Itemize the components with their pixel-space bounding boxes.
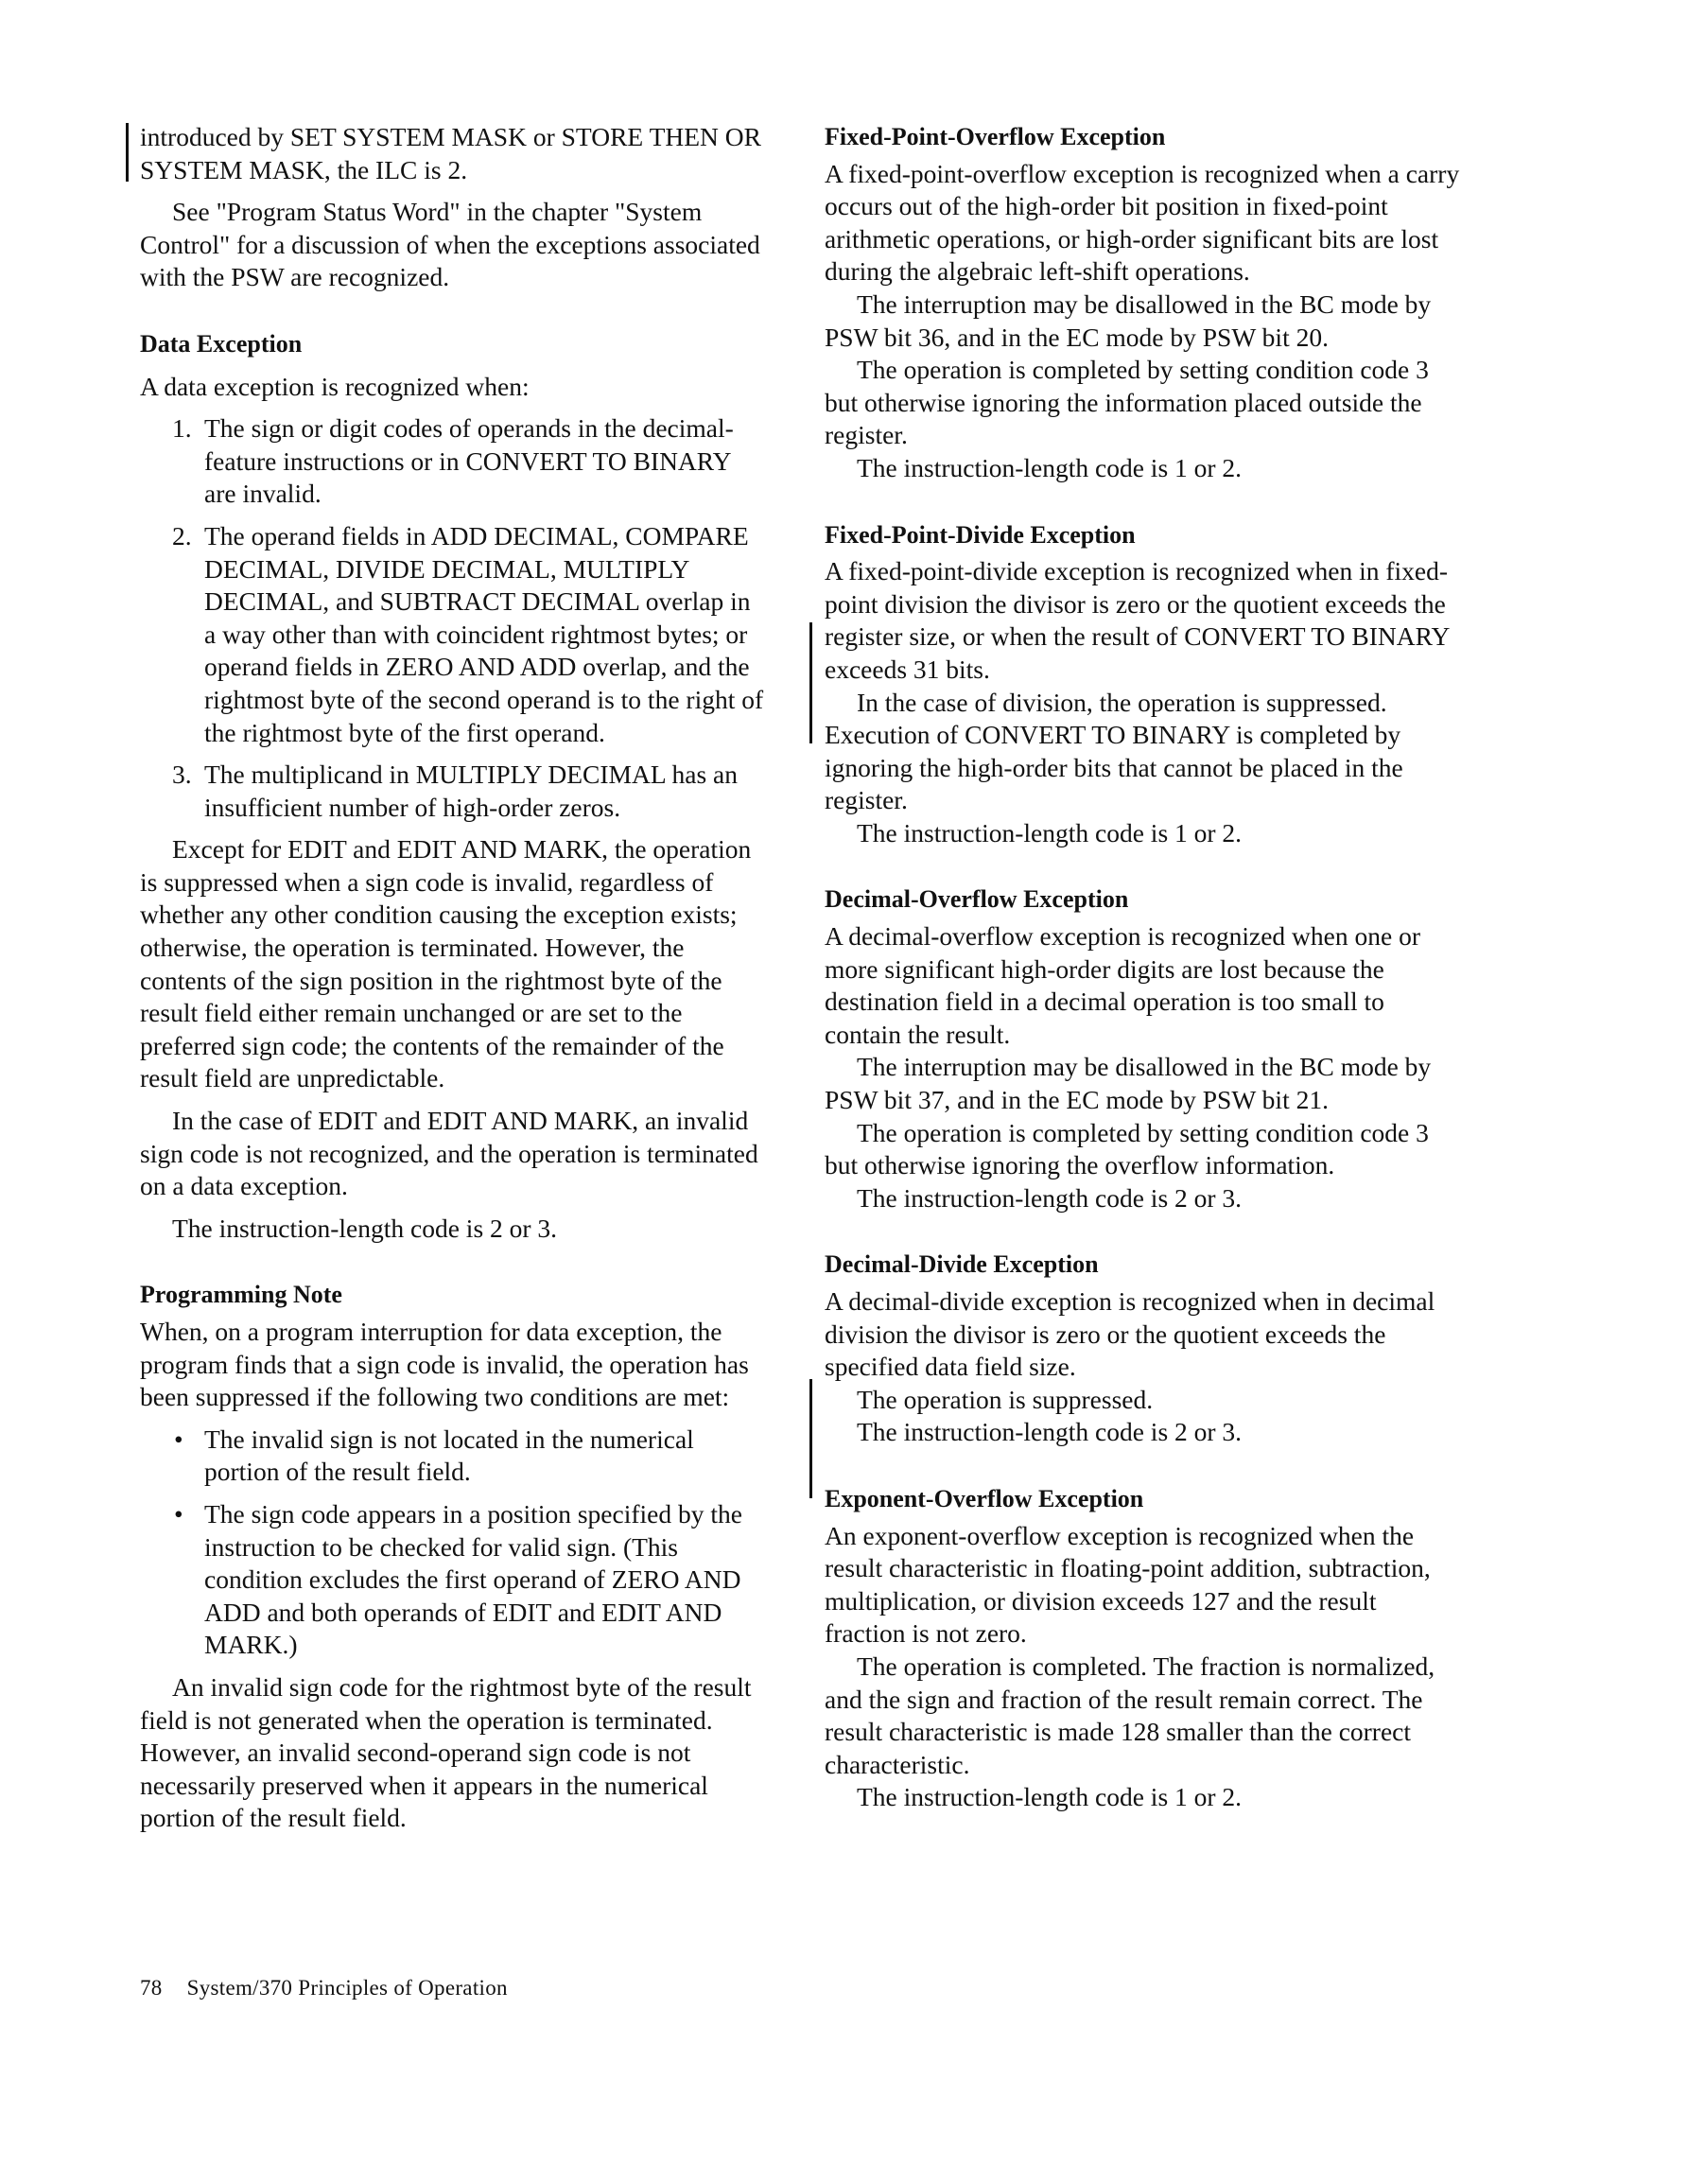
list-item [140,412,764,511]
page-number: 78 [140,1976,163,2000]
exponent-overflow-heading: Exponent-Overflow Exception [825,1484,1144,1512]
list-item-text: The sign or digit codes of operands in the decimal-feature instructions or in CONVERT TO BINARY are invalid. [204,413,734,509]
list-item [140,520,764,749]
fixed-point-divide-p1: A fixed-point-divide exception is recognized when in fixed-point division the divisor is zero or the quotient exceeds the register size, or when the result of CONVERT TO BINARY exceeds 31 bits. [825,556,1450,684]
list-item-text: The multiplicand in MULTIPLY DECIMAL has an insufficient number of high-order zeros. [204,760,738,822]
exponent-overflow-ilc: The instruction-length code is 1 or 2. [857,1782,1243,1812]
list-item-number: 1. [172,413,192,444]
left-column [140,121,764,1835]
fixed-point-overflow-p3: The operation is completed by setting condition code 3 but otherwise ignoring the information placed outside the register. [825,355,1429,450]
bullet-text: The invalid sign is not located in the numerical portion of the result field. [204,1424,694,1487]
data-exception-lead: A data exception is recognized when: [140,371,530,401]
decimal-overflow-ilc: The instruction-length code is 2 or 3. [857,1182,1243,1213]
fixed-point-overflow-heading: Fixed-Point-Overflow Exception [825,123,1166,150]
bullet-item [140,1498,764,1662]
exponent-overflow-p2: The operation is completed. The fraction is normalized, and the sign and fraction of the result remain correct. The result characteristic is made 128 smaller than the correct characteristic. [825,1651,1435,1779]
fixed-point-overflow-ilc: The instruction-length code is 1 or 2. [857,452,1243,482]
decimal-overflow-heading: Decimal-Overflow Exception [825,885,1129,914]
data-exception-paragraph-1: Except for EDIT and EDIT AND MARK, the operation is suppressed when a sign code is invalid, regardless of whether any other condition causing the exception exists; otherwise, the operation is terminated. However, the contents of the sign position in the rightmost byte of the result field either remain unchanged or are set to the preferred sign code; the contents of the remainder of the result field are unpredictable. [140,834,752,1093]
page-footer [140,1976,508,2001]
revision-bar-fixed-point-divide [809,622,812,743]
bullet-item [140,1424,764,1489]
data-exception-paragraph-2: In the case of EDIT and EDIT AND MARK, an invalid sign code is not recognized, and the operation is terminated on a data exception. [140,1106,758,1201]
intro-see-paragraph: See "Program Status Word" in the chapter "System Control" for a discussion of when the exceptions associated with the PSW are recognized. [140,197,760,292]
fixed-point-overflow-p2: The interruption may be disallowed in the BC mode by PSW bit 36, and in the EC mode by PSW bit 20. [825,288,1432,352]
revision-bar-decimal-divide [809,1379,812,1498]
fixed-point-divide-ilc: The instruction-length code is 1 or 2. [857,817,1243,847]
list-item-number: 2. [172,520,192,550]
programming-note-closing: An invalid sign code for the rightmost byte of the result field is not generated when the operation is terminated. However, an invalid second-operand sign code is not necessarily preserved when it appears in the numerical portion of the result field. [140,1671,752,1833]
decimal-overflow-p3: The operation is completed by setting condition code 3 but otherwise ignoring the overflow information. [825,1117,1429,1180]
decimal-overflow-p1: A decimal-overflow exception is recognized when one or more significant high-order digits are lost because the destination field in a decimal operation is too small to contain the result. [825,921,1420,1049]
bullet-text: The sign code appears in a position specified by the instruction to be checked for valid sign. (This condition excludes the first operand of ZERO AND ADD and both operands of EDIT and EDIT AND MARK.) [204,1498,742,1660]
decimal-divide-p2: The operation is suppressed. [857,1384,1154,1414]
list-item-text: The operand fields in ADD DECIMAL, COMPARE DECIMAL, DIVIDE DECIMAL, MULTIPLY DECIMAL, and SUBTRACT DECIMAL overlap in a way other than with coincident rightmost bytes; or operand fields in ZERO AND ADD overlap, and the rightmost byte of the second operand is to the right of the rightmost byte of the first operand. [204,520,764,747]
decimal-overflow-p2: The interruption may be disallowed in the BC mode by PSW bit 37, and in the EC mode by PSW bit 21. [825,1052,1432,1115]
data-exception-ilc: The instruction-length code is 2 or 3. [172,1213,558,1243]
programming-note-lead: When, on a program interruption for data exception, the program finds that a sign code is invalid, the operation has been suppressed if the following two conditions are met: [140,1317,749,1412]
bullet-mark: • [174,1424,183,1454]
data-exception-heading: Data Exception [140,329,303,358]
fixed-point-divide-heading: Fixed-Point-Divide Exception [825,520,1136,549]
list-item-number: 3. [172,760,192,790]
intro-continuation: introduced by SET SYSTEM MASK or STORE THEN OR SYSTEM MASK, the ILC is 2. [140,122,761,184]
fixed-point-divide-p2: In the case of division, the operation is suppressed. Execution of CONVERT TO BINARY is completed by ignoring the high-order bits that cannot be placed in the register. [825,687,1403,815]
list-item [140,759,764,824]
decimal-divide-p1: A decimal-divide exception is recognized when in decimal division the divisor is zero or the quotient exceeds the specified data field size. [825,1286,1435,1382]
exponent-overflow-p1: An exponent-overflow exception is recognized when the result characteristic in floating-point addition, subtraction, multiplication, or division exceeds 127 and the result fraction is not zero. [825,1520,1431,1649]
publication-title: System/370 Principles of Operation [186,1976,508,2000]
decimal-divide-heading: Decimal-Divide Exception [825,1250,1099,1279]
bullet-mark: • [174,1498,183,1529]
programming-note-heading: Programming Note [140,1281,342,1309]
fixed-point-overflow-p1: A fixed-point-overflow exception is recognized when a carry occurs out of the high-order bit position in fixed-point arithmetic operations, or high-order significant bits are lost during the algebraic left-shift operations. [825,158,1460,287]
programming-note-bullets [140,1424,764,1662]
data-exception-list [140,412,764,824]
decimal-divide-ilc: The instruction-length code is 2 or 3. [857,1417,1243,1447]
right-column [825,121,1460,1814]
revision-bar-intro [126,123,129,182]
